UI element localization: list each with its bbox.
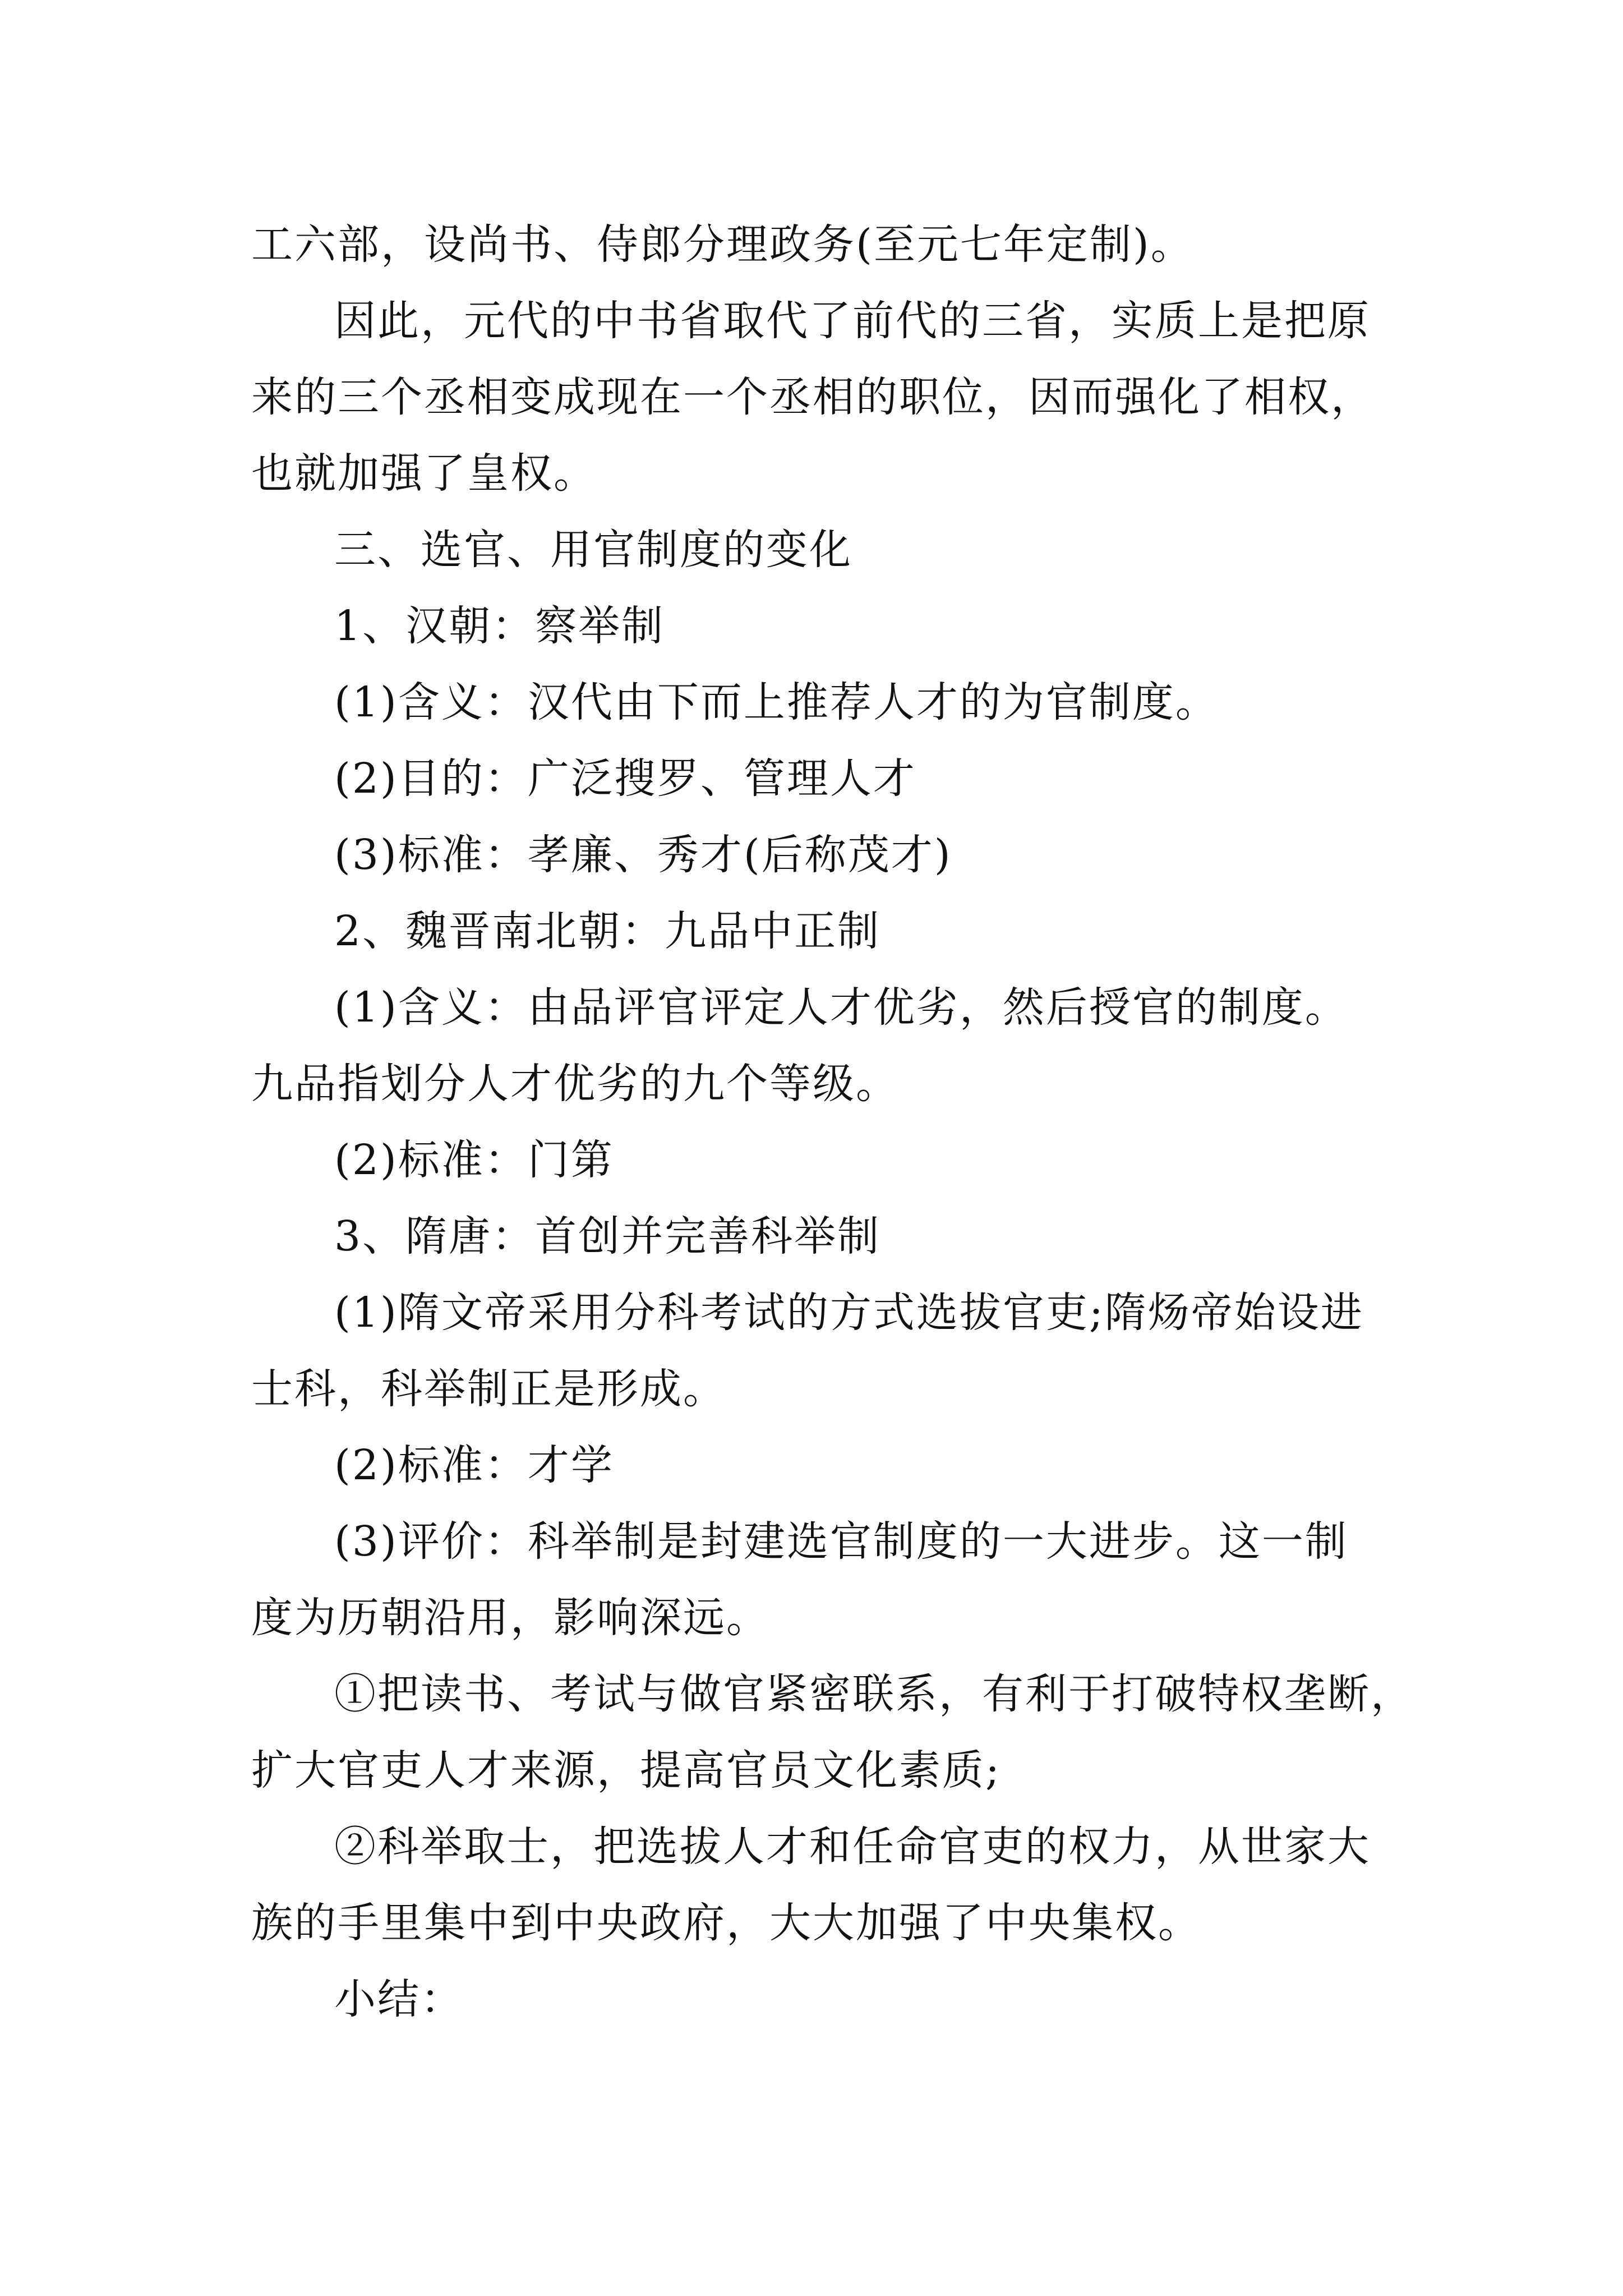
summary-label: 小结： bbox=[334, 1975, 464, 2023]
text-line: 来的三个丞相变成现在一个丞相的职位，因而强化了相权， bbox=[251, 373, 1374, 421]
text-line: (1)含义：由品评官评定人才优劣，然后授官的制度。 bbox=[334, 983, 1348, 1032]
subsection-heading: 2、魏晋南北朝：九品中正制 bbox=[334, 907, 881, 955]
text-line: 族的手里集中到中央政府，大大加强了中央集权。 bbox=[251, 1899, 1201, 1947]
subsection-heading: 3、隋唐：首创并完善科举制 bbox=[334, 1212, 881, 1260]
text-line: (3)评价：科举制是封建选官制度的一大进步。这一制 bbox=[334, 1517, 1348, 1566]
text-line: 度为历朝沿用，影响深远。 bbox=[251, 1594, 769, 1642]
text-line: (2)目的：广泛搜罗、管理人才 bbox=[334, 754, 916, 803]
text-line: (2)标准：门第 bbox=[334, 1136, 614, 1184]
text-line: (1)含义：汉代由下而上推荐人才的为官制度。 bbox=[334, 678, 1219, 726]
text-line: 九品指划分人才优劣的九个等级。 bbox=[251, 1060, 899, 1108]
text-line: 因此，元代的中书省取代了前代的三省，实质上是把原 bbox=[334, 297, 1371, 345]
text-line: 士科，科举制正是形成。 bbox=[251, 1365, 726, 1413]
subsection-heading: 1、汉朝：察举制 bbox=[334, 602, 665, 650]
text-line: 扩大官吏人才来源，提高官员文化素质; bbox=[251, 1746, 1001, 1795]
text-line: 也就加强了皇权。 bbox=[251, 449, 597, 498]
document-body bbox=[251, 206, 1414, 2037]
text-line: ①把读书、考试与做官紧密联系，有利于打破特权垄断， bbox=[334, 1670, 1414, 1718]
text-line: (2)标准：才学 bbox=[334, 1441, 614, 1489]
text-line: ②科举取士，把选拔人才和任命官吏的权力，从世家大 bbox=[334, 1823, 1371, 1871]
text-line: 工六部，设尚书、侍郎分理政务(至元七年定制)。 bbox=[251, 220, 1194, 269]
section-heading: 三、选官、用官制度的变化 bbox=[334, 526, 852, 574]
text-line: (1)隋文帝采用分科考试的方式选拔官吏;隋炀帝始设进 bbox=[334, 1289, 1364, 1337]
text-line: (3)标准：孝廉、秀才(后称茂才) bbox=[334, 831, 952, 879]
